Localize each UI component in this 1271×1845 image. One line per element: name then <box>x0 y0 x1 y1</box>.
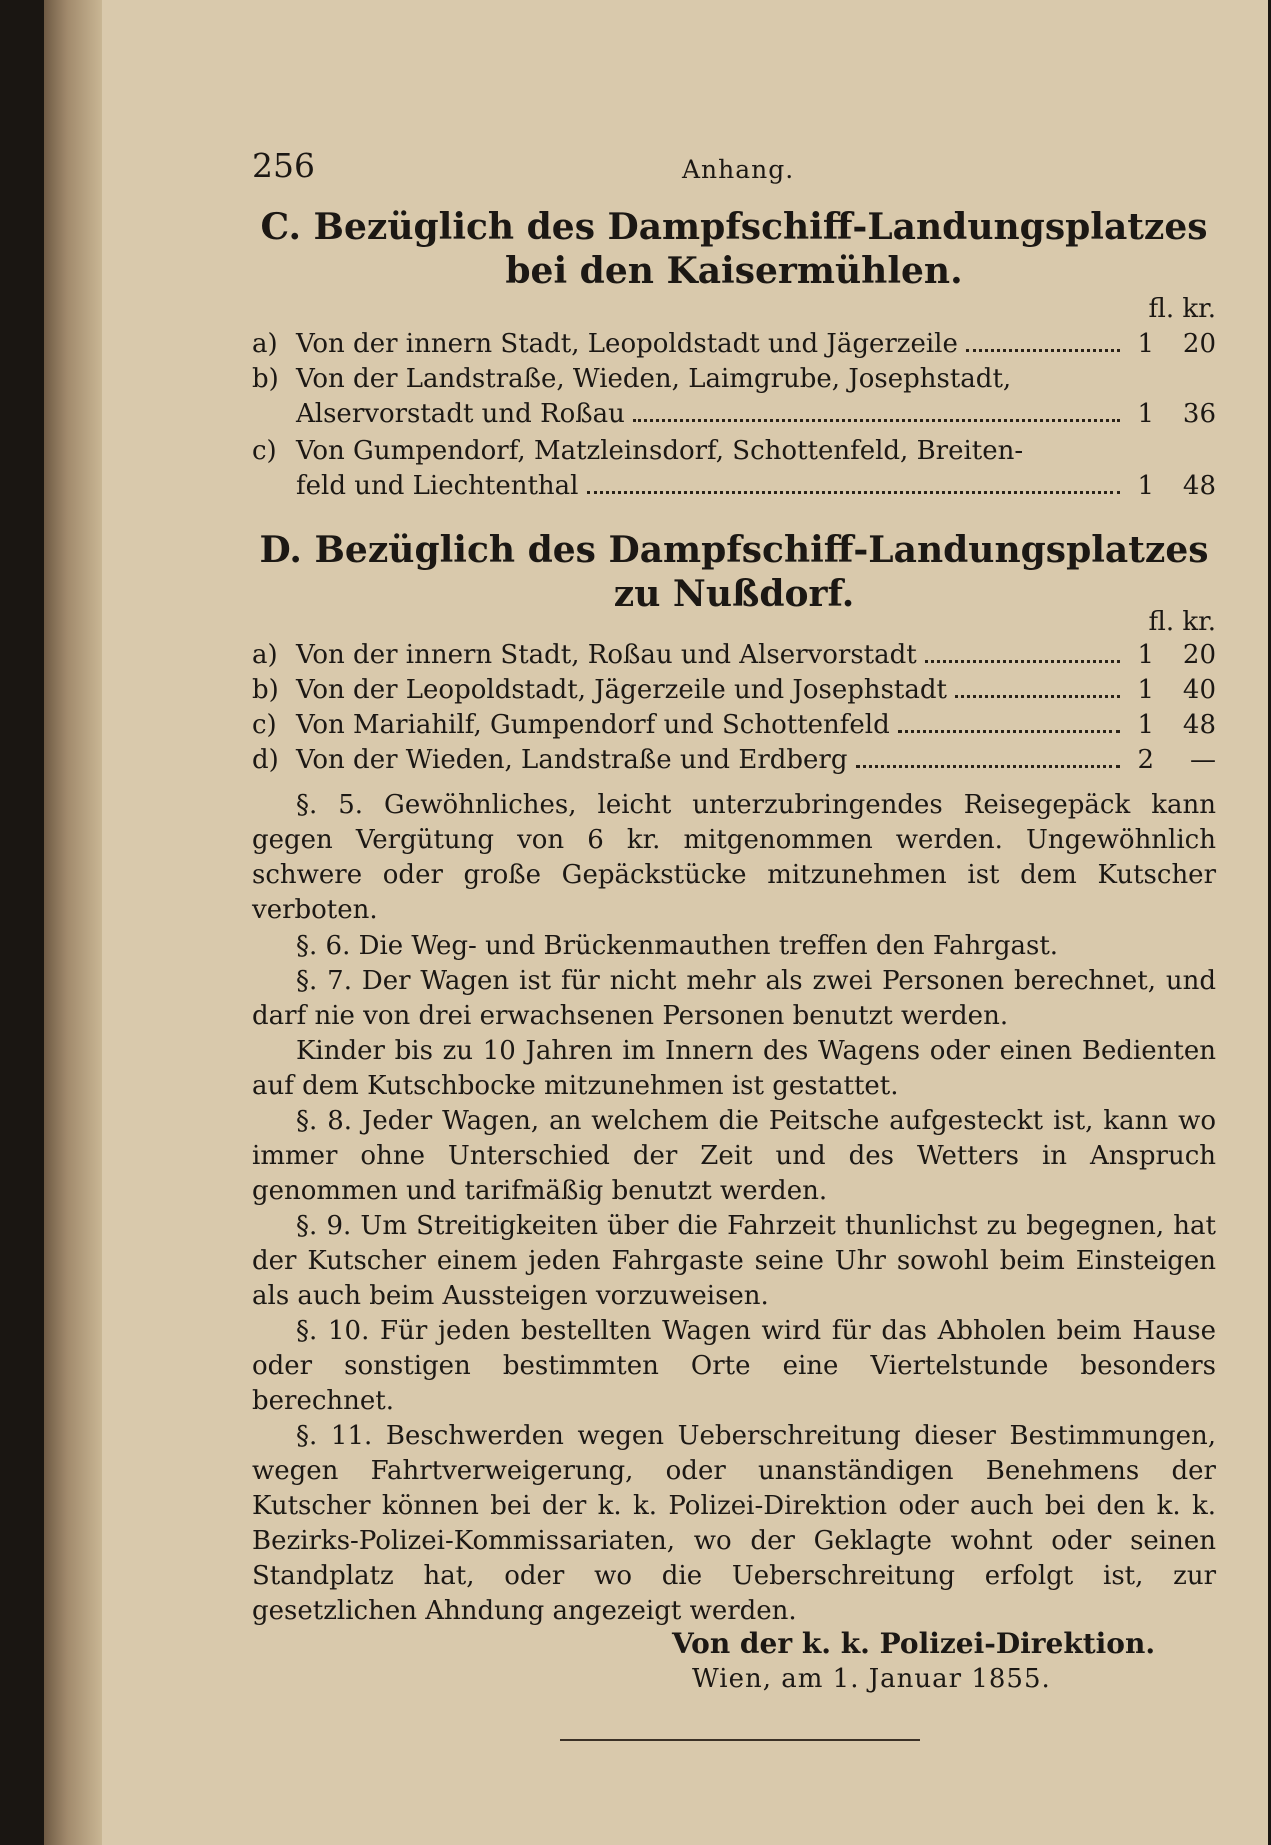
paragraph-7-children: Kinder bis zu 10 Jahren im Innern des Wagens oder einen Bedienten auf dem Kutschbocke mitzunehmen ist gestattet. <box>252 1036 1216 1101</box>
dot-leader <box>633 397 1120 422</box>
closing-rule <box>560 1739 920 1741</box>
section-c-row-b: b) Von der Landstraße, Wieden, Laimgrube, Josephstadt, <box>252 364 1012 394</box>
dot-leader <box>898 708 1120 733</box>
section-c-heading: C. Bezüglich des Dampfschiff-Landungsplatzes bei den Kaisermühlen. <box>260 206 1208 292</box>
book-binding <box>44 0 102 1845</box>
section-c-row-c-cont: feld und Liechtenthal 1 48 <box>296 471 1216 501</box>
section-d-row-b: b) Von der Leopoldstadt, Jägerzeile und Josephstadt 1 40 <box>252 675 1216 705</box>
dot-leader <box>955 673 1120 698</box>
section-d-row-c: c) Von Mariahilf, Gumpendorf und Schottenfeld 1 48 <box>252 710 1216 740</box>
signature-authority: Von der k. k. Polizei-Direktion. <box>672 1627 1156 1660</box>
paragraph-7: §. 7. Der Wagen ist für nicht mehr als zwei Personen berechnet, und darf nie von drei erwachsenen Personen benutzt werden. <box>252 966 1216 1031</box>
paragraph-9: §. 9. Um Streitigkeiten über die Fahrzeit thunlichst zu begegnen, hat der Kutscher einem jeden Fahrgaste seine Uhr sowohl beim Einsteigen als auch beim Aussteigen vorzuweisen. <box>252 1211 1216 1311</box>
section-d-row-d: d) Von der Wieden, Landstraße und Erdberg 2 — <box>252 745 1216 775</box>
dot-leader <box>966 327 1120 352</box>
section-c-units: fl. kr. <box>1148 294 1216 324</box>
section-d-units: fl. kr. <box>1148 607 1216 637</box>
signature-date: Wien, am 1. Januar 1855. <box>692 1664 1051 1694</box>
section-c-row-b-cont: Alservorstadt und Roßau 1 36 <box>296 399 1216 429</box>
paragraph-5: §. 5. Gewöhnliches, leicht unterzubringendes Reisegepäck kann gegen Vergütung von 6 kr. mitgenommen werden. Ungewöhnlich schwere oder große Gepäckstücke mitzunehmen ist dem Kutscher verboten. <box>252 790 1216 925</box>
section-c-row-a: a) Von der innern Stadt, Leopoldstadt und Jägerzeile 1 20 <box>252 329 1216 359</box>
paragraph-11: §. 11. Beschwerden wegen Ueberschreitung dieser Bestimmungen, wegen Fahrtverweigerung, oder unanständigen Benehmens der Kutscher können bei der k. k. Polizei-Direktion oder auch bei den k. k. Bezirks-Polizei-Kommissariaten, wo der Geklagte wohnt oder seinen Standplatz hat, oder wo die Ueberschreitung erfolgt ist, zur gesetzlichen Ahndung angezeigt werden. <box>252 1421 1216 1626</box>
page-number: 256 <box>252 146 315 185</box>
paragraph-10: §. 10. Für jeden bestellten Wagen wird für das Abholen beim Hause oder sonstigen bestimmten Orte eine Viertelstunde besonders berechnet. <box>252 1316 1216 1416</box>
section-d-row-a: a) Von der innern Stadt, Roßau und Alservorstadt 1 20 <box>252 640 1216 670</box>
paragraph-8: §. 8. Jeder Wagen, an welchem die Peitsche aufgesteckt ist, kann wo immer ohne Unterschied der Zeit und des Wetters in Anspruch genommen und tarifmäßig benutzt werden. <box>252 1106 1216 1206</box>
dot-leader <box>587 469 1121 494</box>
dot-leader <box>925 638 1120 663</box>
section-d-heading: D. Bezüglich des Dampfschiff-Landungsplatzes zu Nußdorf. <box>259 529 1209 615</box>
paragraph-6: §. 6. Die Weg- und Brückenmauthen treffen den Fahrgast. <box>296 931 1059 961</box>
running-head: Anhang. <box>682 155 795 184</box>
section-c-row-c: c) Von Gumpendorf, Matzleinsdorf, Schottenfeld, Breiten- <box>252 436 1024 466</box>
page-header <box>252 148 1216 188</box>
dot-leader <box>856 743 1121 768</box>
